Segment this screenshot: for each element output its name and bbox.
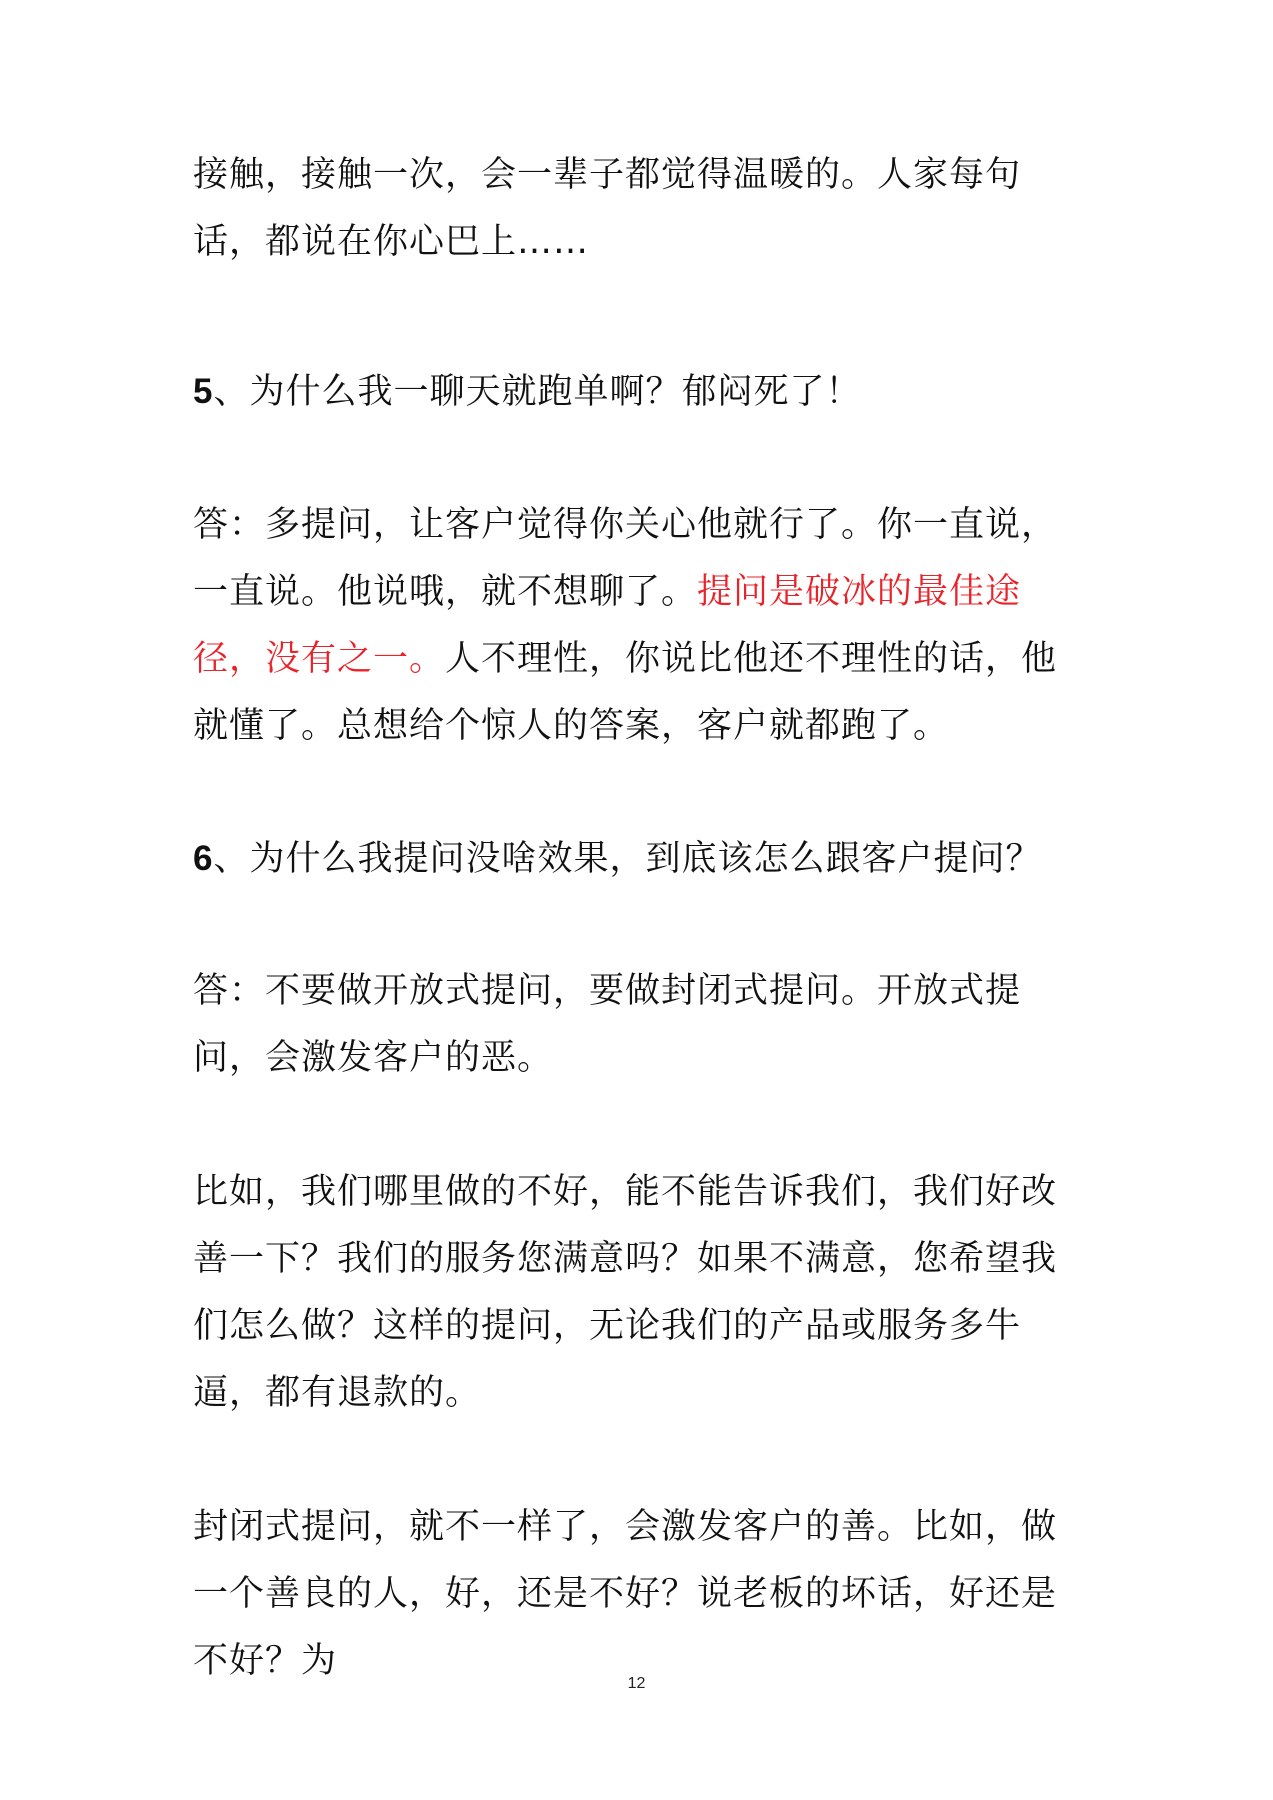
closed-question-paragraph (193, 1494, 1083, 1695)
question-number: 6 (193, 839, 214, 878)
answer-paragraph-5 (193, 492, 1083, 760)
answer-text: 答：多提问，让客户觉得你关心他就行了。你一直说，一直说。他说哦，就不想聊了。 (193, 505, 1058, 612)
paragraph-text: 接触，接触一次，会一辈子都觉得温暖的。人家每句话，都说在你心巴上…… (193, 155, 1022, 262)
answer-text: 答：不要做开放式提问，要做封闭式提问。开放式提问，会激发客户的恶。 (193, 971, 1022, 1078)
example-paragraph (193, 1159, 1083, 1427)
paragraph-text: 封闭式提问，就不一样了，会激发客户的善。比如，做一个善良的人，好，还是不好？说老板的坏话，好还是不好？为 (193, 1507, 1058, 1681)
question-heading-6 (193, 825, 1083, 893)
question-heading-5 (193, 358, 1083, 426)
paragraph-text: 比如，我们哪里做的不好，能不能告诉我们，我们好改善一下？我们的服务您满意吗？如果不满意，您希望我们怎么做？这样的提问，无论我们的产品或服务多牛逼，都有退款的。 (193, 1172, 1058, 1413)
page-number: 12 (627, 1675, 646, 1692)
answer-paragraph-6 (193, 958, 1083, 1092)
question-text: 、为什么我一聊天就跑单啊？郁闷死了！ (213, 372, 862, 412)
paragraph-continuation (193, 142, 1083, 276)
question-text: 、为什么我提问没啥效果，到底该怎么跟客户提问？ (213, 839, 1042, 879)
question-number: 5 (193, 372, 214, 411)
answer-text-continued: 人不理性，你说比他还不理性的话，他就懂了。总想给个惊人的答案，客户就都跑了。 (193, 639, 1058, 746)
highlighted-text: 提问是破冰的最佳途径，没有之一。 (193, 572, 1022, 679)
